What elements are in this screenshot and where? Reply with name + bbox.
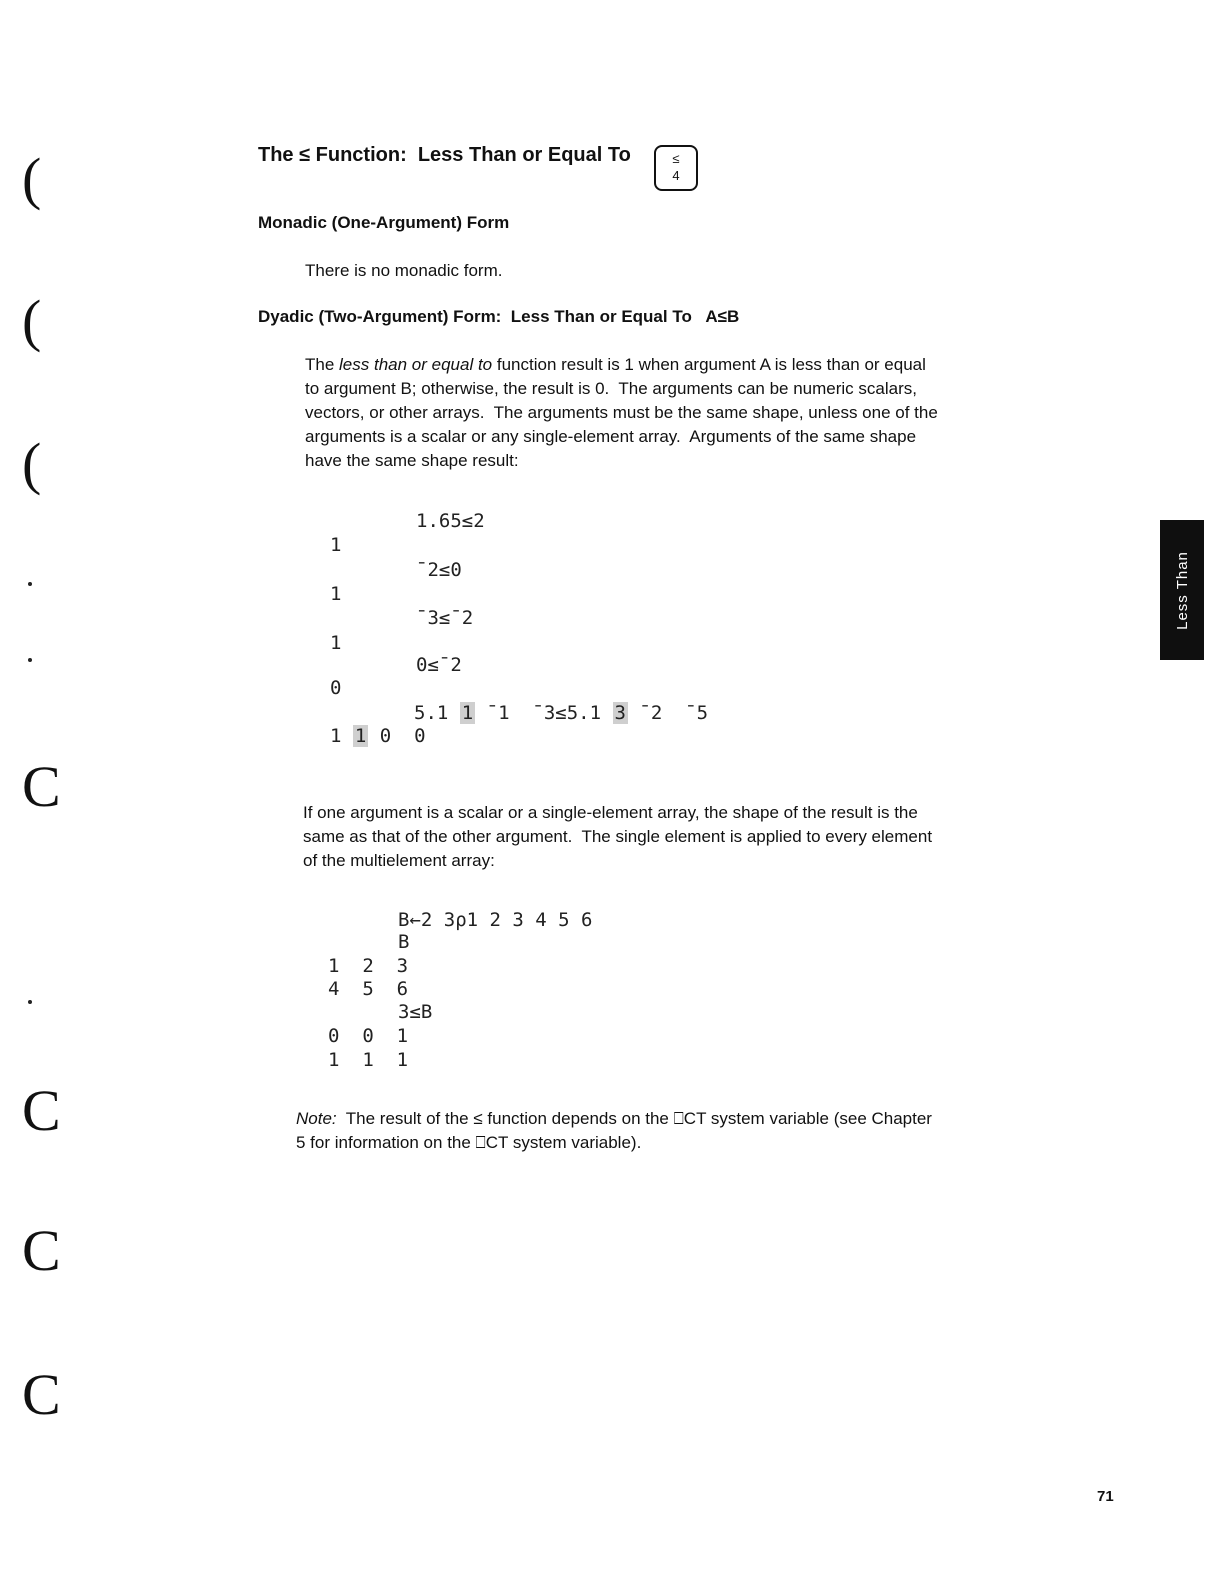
code-output: 1 2 3 xyxy=(328,955,409,977)
binder-mark: C xyxy=(22,1362,61,1427)
dyadic-paragraph xyxy=(305,353,985,473)
monadic-heading: Monadic (One-Argument) Form xyxy=(258,213,510,232)
margin-dot xyxy=(28,1000,32,1004)
code-output: 0 0 1 xyxy=(328,1025,409,1047)
keyboard-key-icon xyxy=(654,145,698,191)
code-output: 0 xyxy=(330,677,342,699)
keycap-number: 4 xyxy=(672,168,680,183)
code-output: 1 1 1 xyxy=(328,1049,409,1071)
highlight: 3 xyxy=(614,702,626,724)
binder-mark: ( xyxy=(22,431,42,496)
section-tab-label: Less Than xyxy=(1173,550,1191,630)
code-input: 3≤B xyxy=(398,1001,433,1023)
highlight: 1 xyxy=(354,725,367,747)
keycap-symbol: ≤ xyxy=(672,151,680,166)
binder-mark: ( xyxy=(22,288,42,353)
code-output: 1 xyxy=(330,534,342,556)
dyadic-line: have the same shape result: xyxy=(305,451,519,470)
code-output: 1 xyxy=(330,632,342,654)
code-output: 1 1 0 0 xyxy=(330,725,426,747)
page-number: 71 xyxy=(1097,1488,1114,1505)
code-input: ¯3≤¯2 xyxy=(416,607,474,629)
note-line: Note: The result of the ≤ function depends on the ⎕CT system variable (see Chapter xyxy=(296,1109,932,1128)
highlight: 1 xyxy=(461,702,474,724)
dyadic-line: arguments is a scalar or any single-element array. Arguments of the same shape xyxy=(305,427,917,446)
code-input: ¯2≤0 xyxy=(416,559,462,581)
code-output: 1 xyxy=(330,583,342,605)
page-title: The ≤ Function: Less Than or Equal To xyxy=(258,144,631,166)
binder-mark: C xyxy=(22,1218,61,1283)
binder-mark: C xyxy=(22,1078,61,1143)
section-tab xyxy=(1160,520,1204,660)
binder-mark: C xyxy=(22,754,61,819)
dyadic-heading: Dyadic (Two-Argument) Form: Less Than or Equal To A≤B xyxy=(258,307,740,326)
margin-dot xyxy=(28,582,32,586)
margin-dot xyxy=(28,658,32,662)
code-input: 1.65≤2 xyxy=(416,510,485,532)
code-input: 0≤¯2 xyxy=(416,654,462,676)
dyadic-line: vectors, or other arrays. The arguments must be the same shape, unless one of the xyxy=(305,403,938,422)
dyadic-line: to argument B; otherwise, the result is 0. The arguments can be numeric scalars, xyxy=(305,379,917,398)
note-line: 5 for information on the ⎕CT system variable). xyxy=(296,1133,642,1152)
binder-mark: ( xyxy=(22,146,42,211)
code-output: 4 5 6 xyxy=(328,978,409,1000)
code-input: B xyxy=(398,931,410,953)
dyadic-line: The less than or equal to function result is 1 when argument A is less than or equal xyxy=(305,355,926,374)
note xyxy=(296,1107,932,1155)
monadic-text: There is no monadic form. xyxy=(305,261,503,280)
scalar-line: same as that of the other argument. The single element is applied to every element xyxy=(303,827,933,846)
scalar-line: If one argument is a scalar or a single-element array, the shape of the result is the xyxy=(303,803,918,822)
code-input: 5.1 1 ¯1 ¯3≤5.1 3 ¯2 ¯5 xyxy=(414,702,709,724)
scalar-paragraph xyxy=(303,801,983,873)
code-input: B←2 3⍴1 2 3 4 5 6 xyxy=(398,909,593,931)
scalar-line: of the multielement array: xyxy=(303,851,495,870)
